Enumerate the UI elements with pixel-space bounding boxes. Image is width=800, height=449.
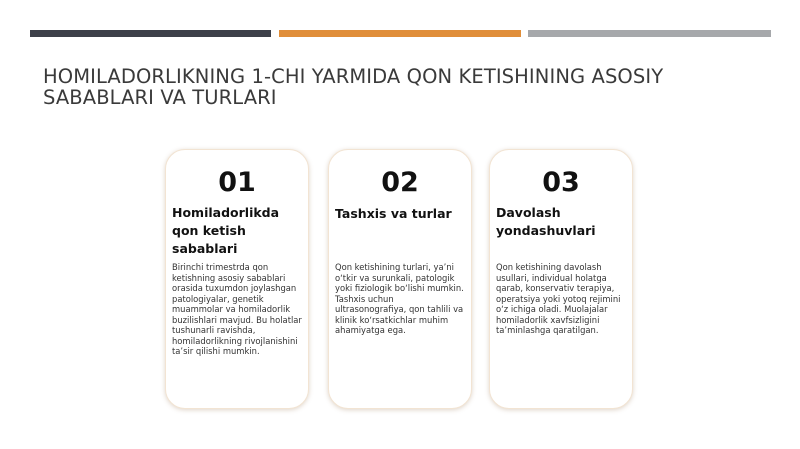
slide-title: HOMILADORLIKNING 1-CHI YARMIDA QON KETISHINING ASOSIY SABABLARI VA TURLARI — [43, 65, 664, 109]
accent-bar-dark — [30, 30, 271, 37]
card-body: Birinchi trimestrda qon ketishning asosiy sabablari orasida tuxumdon joylashgan patologiyalar, genetik muammolar va homiladorlik buzilishlari mavjud. Bu holatlar tushunarli ravishda, homiladorlikning rivojlanishini ta’sir qilishi mumkin. — [172, 262, 302, 356]
card-heading: Homiladorlikda qon ketish sabablari — [172, 205, 280, 256]
card-diagnosis — [328, 149, 472, 409]
card-heading: Tashxis va turlar — [335, 206, 452, 221]
card-number: 01 — [218, 167, 256, 198]
card-number: 02 — [381, 167, 419, 198]
card-body: Qon ketishining turlari, ya’ni o‘tkir va surunkali, patologik yoki fiziologik bo‘lishi mumkin. Tashxis uchun ultrasonografiya, qon tahlili va klinik ko‘rsatkichlar muhim ahamiyatga ega. — [335, 262, 464, 335]
card-number: 03 — [542, 167, 580, 198]
accent-bar-orange — [279, 30, 521, 37]
card-body: Qon ketishining davolash usullari, individual holatga qarab, konservativ terapiya, operatsiya yoki yotoq rejimini o‘z ichiga oladi. Muolajalar homiladorlik xavfsizligini ta’minlashga qaratilgan. — [496, 262, 621, 335]
card-heading: Davolash yondashuvlari — [496, 205, 596, 238]
accent-bar-gray — [528, 30, 771, 37]
card-causes — [165, 149, 309, 409]
card-treatment — [489, 149, 633, 409]
